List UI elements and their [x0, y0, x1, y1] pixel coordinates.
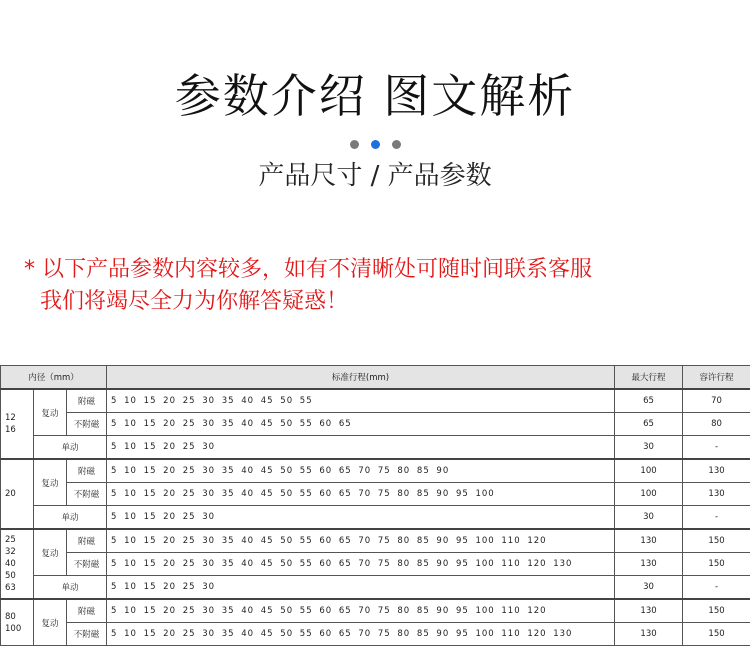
max-cell: 65	[615, 413, 683, 436]
stroke-cell: 5 10 15 20 25 30 35 40 45 50 55 60 65	[107, 413, 615, 436]
stroke-cell: 5 10 15 20 25 30	[107, 576, 615, 600]
magnet-cell: 不附磁	[67, 483, 107, 506]
stroke-cell: 5 10 15 20 25 30 35 40 45 50 55 60 65 70 75 80 85 90 95 100 110 120	[107, 529, 615, 553]
tolerance-cell: 150	[683, 623, 750, 646]
tolerance-cell: -	[683, 506, 750, 530]
tolerance-cell: 150	[683, 553, 750, 576]
dot-indicator	[350, 140, 359, 149]
table-row	[1, 576, 750, 600]
header-bore: 内径（mm）	[1, 366, 107, 390]
stroke-cell: 5 10 15 20 25 30	[107, 436, 615, 460]
header-tolerance: 容许行程	[683, 366, 750, 390]
table-row	[1, 483, 750, 506]
type-cell: 复动	[34, 459, 67, 506]
header-stroke: 标准行程(mm)	[107, 366, 615, 390]
max-cell: 65	[615, 389, 683, 413]
stroke-cell: 5 10 15 20 25 30 35 40 45 50 55 60 65 70 75 80 85 90 95 100 110 120 130	[107, 623, 615, 646]
tolerance-cell: 130	[683, 459, 750, 483]
type-cell: 单动	[34, 436, 107, 460]
type-cell: 单动	[34, 506, 107, 530]
bore-cell	[1, 459, 34, 529]
max-cell: 30	[615, 506, 683, 530]
stroke-cell: 5 10 15 20 25 30	[107, 506, 615, 530]
tolerance-cell: 150	[683, 529, 750, 553]
table-row	[1, 389, 750, 413]
stroke-cell: 5 10 15 20 25 30 35 40 45 50 55	[107, 389, 615, 413]
bore-cell	[1, 599, 34, 646]
magnet-cell: 附磁	[67, 529, 107, 553]
type-cell: 复动	[34, 389, 67, 436]
bore-value: 80 100	[5, 611, 22, 634]
notice-line-1: * 以下产品参数内容较多，如有不清晰处可随时间联系客服	[24, 257, 592, 282]
type-cell: 复动	[34, 599, 67, 646]
type-cell: 复动	[34, 529, 67, 576]
max-cell: 130	[615, 529, 683, 553]
max-cell: 130	[615, 623, 683, 646]
tolerance-cell: -	[683, 436, 750, 460]
table-row	[1, 506, 750, 530]
spec-table	[0, 365, 750, 646]
header-max: 最大行程	[615, 366, 683, 390]
max-cell: 30	[615, 436, 683, 460]
tolerance-cell: 80	[683, 413, 750, 436]
tolerance-cell: 70	[683, 389, 750, 413]
tolerance-cell: -	[683, 576, 750, 600]
max-cell: 130	[615, 599, 683, 623]
tolerance-cell: 130	[683, 483, 750, 506]
tolerance-cell: 150	[683, 599, 750, 623]
table-row	[1, 529, 750, 553]
bore-value: 20	[5, 489, 16, 499]
max-cell: 100	[615, 483, 683, 506]
table-row	[1, 436, 750, 460]
carousel-dots	[0, 140, 750, 149]
max-cell: 130	[615, 553, 683, 576]
dot-indicator	[392, 140, 401, 149]
table-row	[1, 599, 750, 623]
max-cell: 30	[615, 576, 683, 600]
page-subtitle: 产品尺寸 / 产品参数	[258, 161, 492, 191]
type-cell: 单动	[34, 576, 107, 600]
magnet-cell: 附磁	[67, 599, 107, 623]
stroke-cell: 5 10 15 20 25 30 35 40 45 50 55 60 65 70 75 80 85 90 95 100 110 120	[107, 599, 615, 623]
bore-value: 25 32 40 50 63	[5, 535, 16, 593]
magnet-cell: 附磁	[67, 459, 107, 483]
magnet-cell: 不附磁	[67, 553, 107, 576]
notice-text	[24, 254, 734, 318]
table-header-row	[1, 366, 750, 390]
magnet-cell: 不附磁	[67, 623, 107, 646]
bore-cell	[1, 389, 34, 459]
stroke-cell: 5 10 15 20 25 30 35 40 45 50 55 60 65 70 75 80 85 90 95 100 110 120 130	[107, 553, 615, 576]
bore-value: 12 16	[5, 413, 16, 435]
table-row	[1, 413, 750, 436]
notice-line-2: 我们将竭尽全力为你解答疑惑！	[40, 289, 349, 314]
stroke-cell: 5 10 15 20 25 30 35 40 45 50 55 60 65 70 75 80 85 90 95 100	[107, 483, 615, 506]
bore-cell	[1, 529, 34, 599]
magnet-cell: 不附磁	[67, 413, 107, 436]
dot-indicator-active	[371, 140, 380, 149]
stroke-cell: 5 10 15 20 25 30 35 40 45 50 55 60 65 70 75 80 85 90	[107, 459, 615, 483]
table-row	[1, 459, 750, 483]
page-title: 参数介绍 图文解析	[174, 69, 576, 123]
max-cell: 100	[615, 459, 683, 483]
magnet-cell: 附磁	[67, 389, 107, 413]
table-row	[1, 623, 750, 646]
table-row	[1, 553, 750, 576]
